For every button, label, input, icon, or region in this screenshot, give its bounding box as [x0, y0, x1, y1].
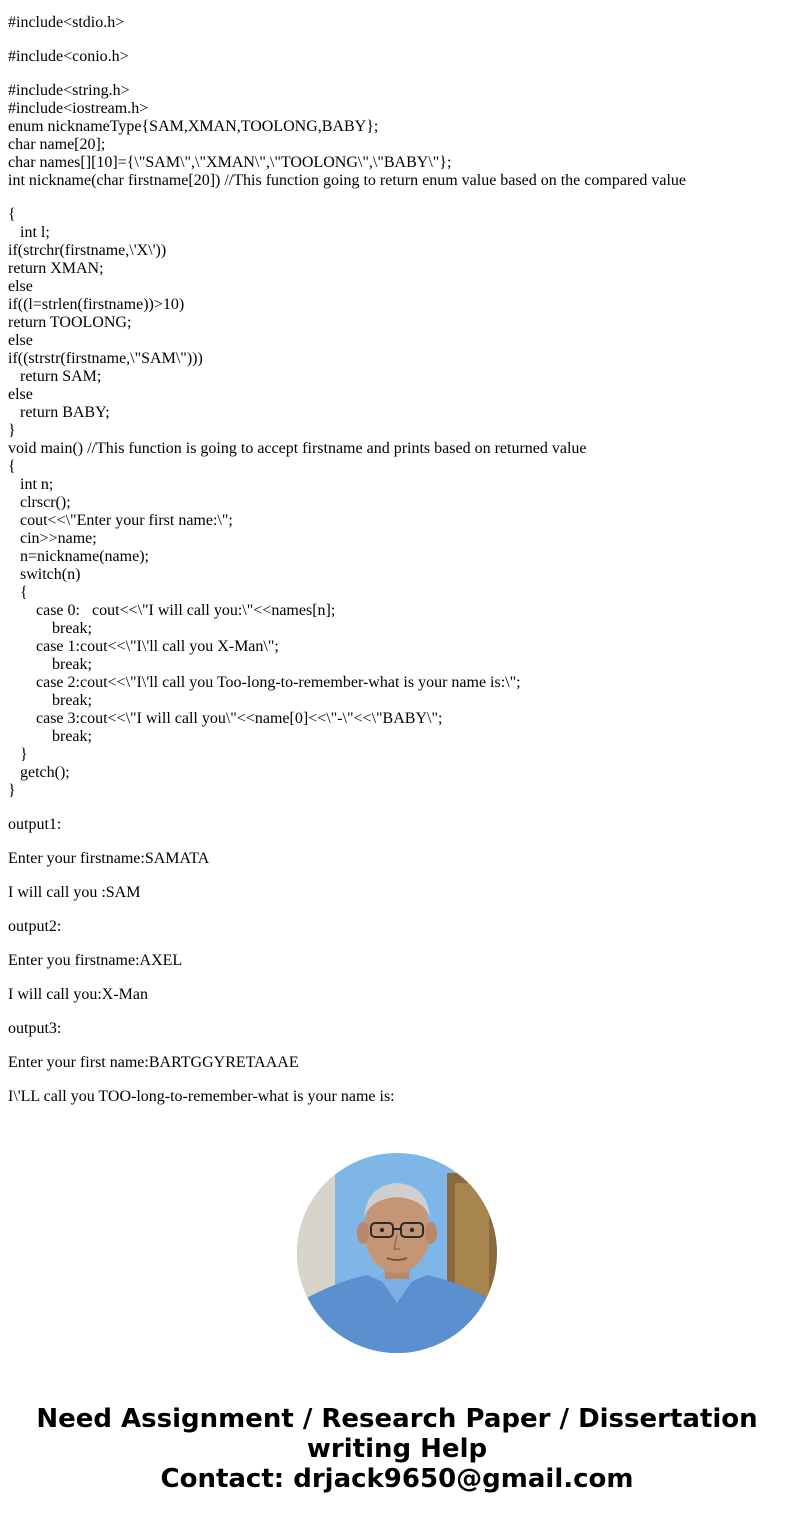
output-label: output3: [8, 1020, 62, 1037]
output-label: output1: [8, 816, 62, 833]
code-line: return SAM; [8, 368, 102, 385]
code-line: { [8, 458, 16, 475]
code-line: void main() //This function is going to accept firstname and prints based on returned value [8, 440, 587, 457]
code-line: #include<iostream.h> [8, 100, 149, 117]
code-line: cin>>name; [8, 530, 97, 547]
output-text: I will call you:X-Man [8, 986, 148, 1003]
code-line: n=nickname(name); [8, 548, 149, 565]
code-line: case 0: cout<<\"I will call you:\"<<names[n]; [8, 602, 336, 619]
code-line: { [8, 206, 16, 223]
code-line: #include<stdio.h> [8, 14, 125, 31]
output-text: I will call you :SAM [8, 884, 141, 901]
code-line: return TOOLONG; [8, 314, 132, 331]
code-line: case 3:cout<<\"I will call you\"<<name[0]<<\"-\"<<\"BABY\"; [8, 710, 443, 727]
code-line: getch(); [8, 764, 70, 781]
promo-line-2: writing Help [306, 1434, 488, 1464]
code-line: if((l=strlen(firstname))>10) [8, 296, 185, 313]
output-text: Enter your firstname:SAMATA [8, 850, 210, 867]
output-text: Enter you firstname:AXEL [8, 952, 183, 969]
code-line: break; [8, 656, 92, 673]
author-photo [297, 1153, 497, 1353]
code-line: if((strstr(firstname,\"SAM\"))) [8, 350, 203, 367]
code-line: char name[20]; [8, 136, 106, 153]
code-line: int nickname(char firstname[20]) //This function going to return enum value based on the compared value [8, 172, 686, 189]
code-line: break; [8, 728, 92, 745]
code-line: #include<conio.h> [8, 48, 129, 65]
code-line: enum nicknameType{SAM,XMAN,TOOLONG,BABY}; [8, 118, 379, 135]
code-line: int n; [8, 476, 54, 493]
output-text: I\'LL call you TOO-long-to-remember-what is your name is: [8, 1088, 395, 1105]
output-text: Enter your first name:BARTGGYRETAAAE [8, 1054, 299, 1071]
code-line: break; [8, 620, 92, 637]
code-line: else [8, 386, 33, 403]
promo-line-1: Need Assignment / Research Paper / Dissertation [36, 1404, 758, 1434]
code-line: #include<string.h> [8, 82, 130, 99]
code-line: clrscr(); [8, 494, 71, 511]
code-line: cout<<\"Enter your first name:\"; [8, 512, 233, 529]
code-line: } [8, 782, 16, 799]
code-line: if(strchr(firstname,\'X\')) [8, 242, 167, 259]
promo-contact: Contact: drjack9650@gmail.com [160, 1464, 634, 1494]
code-line: } [8, 422, 16, 439]
code-line: switch(n) [8, 566, 81, 583]
code-line: char names[][10]={\"SAM\",\"XMAN\",\"TOOLONG\",\"BABY\"}; [8, 154, 452, 171]
code-line: case 2:cout<<\"I\'ll call you Too-long-to-remember-what is your name is:\"; [8, 674, 521, 691]
code-line: } [8, 746, 28, 763]
code-line: else [8, 278, 33, 295]
author-portrait-image [297, 1153, 497, 1353]
code-line: break; [8, 692, 92, 709]
code-line: { [8, 584, 28, 601]
code-line: else [8, 332, 33, 349]
code-line: int l; [8, 224, 50, 241]
code-line: case 1:cout<<\"I\'ll call you X-Man\"; [8, 638, 279, 655]
output-label: output2: [8, 918, 62, 935]
code-line: return BABY; [8, 404, 110, 421]
code-line: return XMAN; [8, 260, 104, 277]
